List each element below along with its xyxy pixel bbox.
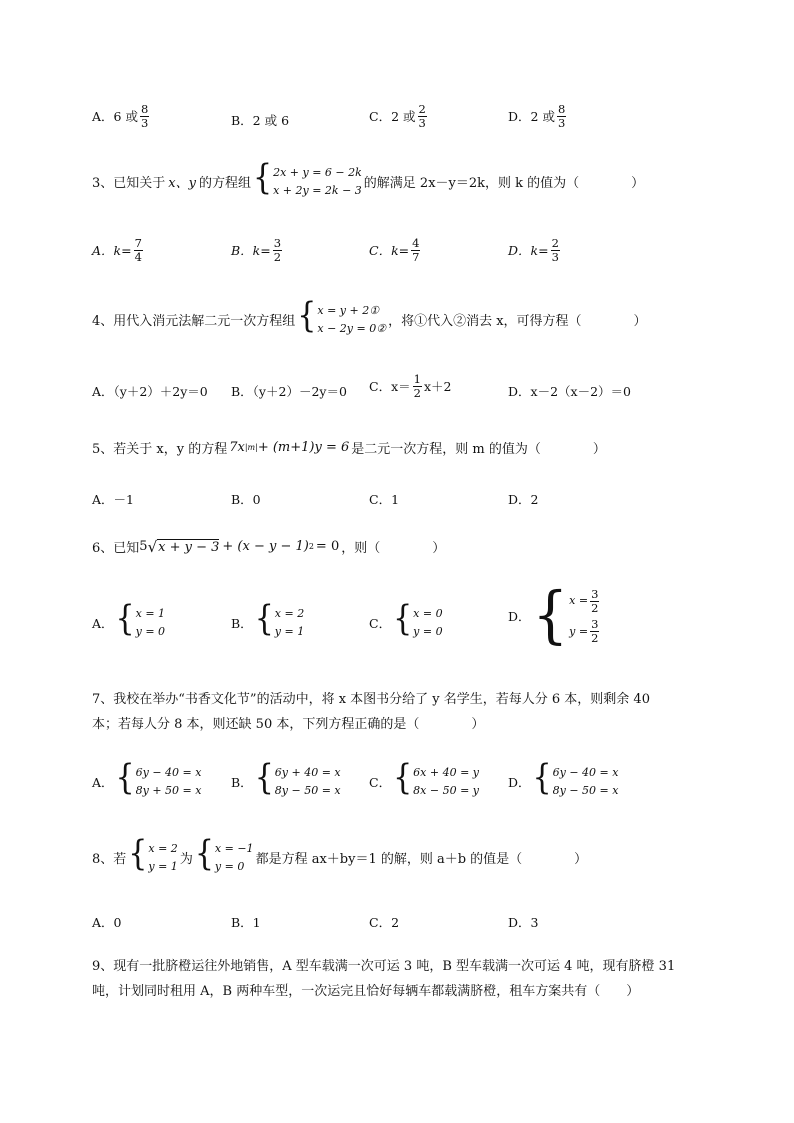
- equation-line: y = 0: [135, 624, 166, 638]
- question-text: 8、若: [92, 852, 127, 868]
- q5-option-a[interactable]: [92, 490, 134, 508]
- q6-option-b[interactable]: [231, 598, 306, 640]
- option-label: B．（y＋2）－2y＝0: [231, 384, 347, 399]
- q6-option-d[interactable]: [508, 579, 603, 652]
- question-4: [92, 295, 647, 337]
- q4-option-a[interactable]: [92, 382, 208, 400]
- brace-icon: {: [254, 598, 274, 640]
- option-label: A．k=: [92, 243, 132, 259]
- numerator: 3: [273, 236, 282, 250]
- equation-system: [297, 295, 387, 337]
- q7-option-d[interactable]: [508, 757, 620, 799]
- question-text: 5、若关于 x，y 的方程: [92, 442, 228, 457]
- q2-option-a[interactable]: [92, 103, 151, 129]
- option-label: D．: [508, 609, 531, 625]
- fraction: [551, 237, 560, 263]
- option-label: C．2 或: [369, 109, 416, 125]
- equation-line: 6y + 40 = x: [274, 766, 341, 779]
- equation-line: y = 1: [274, 624, 305, 638]
- equation-line: 6y − 40 = x: [135, 766, 202, 779]
- fraction: [418, 103, 427, 129]
- option-label: B．: [231, 774, 253, 790]
- equation: = 0: [315, 539, 340, 554]
- fraction: [411, 237, 420, 263]
- q6-option-a[interactable]: [92, 598, 167, 640]
- option-label: D．: [508, 774, 531, 790]
- option-label: B．1: [231, 915, 261, 930]
- option-label: A．（y＋2）＋2y＝0: [92, 384, 208, 399]
- q2-option-b[interactable]: [231, 111, 289, 129]
- q3-option-c[interactable]: [369, 237, 422, 263]
- q7-option-c[interactable]: [369, 757, 481, 799]
- equation-line: 8y + 50 = x: [135, 783, 202, 797]
- question-text: 4、用代入消元法解二元一次方程组: [92, 314, 296, 330]
- option-label: B．2 或 6: [231, 113, 290, 128]
- question-3: [92, 157, 645, 199]
- q2-option-c[interactable]: [369, 103, 429, 129]
- option-label: C．2: [369, 915, 400, 930]
- brace-icon: {: [393, 598, 413, 640]
- option-label: D．2: [508, 492, 539, 507]
- question-text: 的解满足 2x－y＝2k，则 k 的值为（ ）: [363, 176, 645, 192]
- q8-option-d[interactable]: [508, 913, 538, 931]
- option-label: B．k=: [231, 243, 271, 259]
- equation-line: 6x + 40 = y: [413, 766, 480, 779]
- equation-system: [115, 757, 202, 799]
- equation-line: x = 1: [135, 607, 166, 620]
- option-label: A．: [92, 615, 114, 631]
- numerator: 1: [413, 372, 421, 386]
- question-7-line-2: 本；若每人分 8 本，则还缺 50 本，下列方程正确的是（ ）: [92, 717, 485, 732]
- question-text: 为: [179, 852, 193, 868]
- q3-option-d[interactable]: [508, 237, 562, 263]
- q4-option-d[interactable]: [508, 382, 631, 400]
- option-label: D．2 或: [508, 109, 555, 125]
- fraction: [413, 373, 422, 399]
- question-7-line-1: 7、我校在举办“书香文化节”的活动中，将 x 本图书分给了 y 名学生，若每人分 6 本，则剩余 40: [92, 692, 650, 707]
- denominator: 3: [551, 249, 559, 264]
- question-text: ，将①代入②消去 x，可得方程（ ）: [388, 314, 647, 330]
- fraction: [140, 103, 149, 129]
- option-label: D．3: [508, 915, 539, 930]
- equation-system: [532, 757, 619, 799]
- q7-option-b[interactable]: [231, 757, 343, 799]
- brace-icon: {: [115, 598, 135, 640]
- option-label: B．0: [231, 492, 261, 507]
- brace-icon: {: [393, 757, 413, 799]
- q5-option-b[interactable]: [231, 490, 261, 508]
- option-label: C．: [369, 615, 392, 631]
- equation: + (m+1)y = 6: [257, 440, 350, 455]
- fraction: [134, 237, 143, 263]
- brace-icon: {: [297, 295, 317, 337]
- option-label: A．－1: [92, 492, 134, 507]
- brace-icon: {: [532, 757, 552, 799]
- denominator: 3: [140, 115, 149, 130]
- option-label: D．k=: [508, 243, 549, 259]
- denominator: 2: [273, 249, 282, 264]
- equation-text: x =: [569, 594, 589, 608]
- equation-line: 2x + y = 6 − 2k: [273, 166, 362, 179]
- exponent: 2: [308, 542, 314, 551]
- question-text: 3、已知关于: [92, 176, 166, 192]
- fraction: [273, 237, 282, 263]
- q5-option-d[interactable]: [508, 490, 538, 508]
- question-6: [92, 537, 445, 556]
- q8-option-c[interactable]: [369, 913, 399, 931]
- denominator: 3: [418, 115, 426, 130]
- brace-icon: {: [194, 833, 214, 875]
- numerator: 4: [412, 236, 420, 250]
- equation-line: x − 2y = 0②: [317, 321, 387, 335]
- equation-line: x + 2y = 2k − 3: [273, 183, 362, 197]
- equation-line: [569, 588, 601, 614]
- option-label: A．6 或: [92, 109, 138, 125]
- equation: 7x: [229, 440, 245, 455]
- equation-system: [128, 833, 178, 875]
- equation-line: y = 0: [413, 624, 443, 638]
- numerator: 3: [591, 587, 599, 601]
- denominator: 2: [591, 600, 599, 615]
- question-9-line-2: 吨，计划同时租用 A，B 两种车型，一次运完且恰好每辆车都载满脐橙，租车方案共有（ ）: [92, 984, 640, 999]
- equation-line: 6y − 40 = x: [552, 766, 619, 779]
- q4-option-c[interactable]: [369, 373, 451, 399]
- equation-system: [194, 833, 254, 875]
- denominator: 2: [591, 630, 599, 645]
- brace-icon: {: [532, 579, 569, 652]
- question-text: ，则（ ）: [341, 541, 446, 556]
- q8-option-b[interactable]: [231, 913, 261, 931]
- question-vars: x、y: [168, 176, 196, 192]
- equation-line: 8y − 50 = x: [274, 783, 341, 797]
- option-label: x＋2: [423, 379, 452, 395]
- numerator: 8: [557, 102, 566, 116]
- denominator: 3: [557, 115, 566, 130]
- equation-system: [254, 598, 305, 640]
- equation-line: x = 0: [413, 607, 443, 620]
- option-label: B．: [231, 615, 253, 631]
- equation-line: y = 0: [214, 859, 245, 873]
- equation-system: [393, 598, 443, 640]
- equation-system: [254, 757, 341, 799]
- option-label: C．k=: [369, 243, 410, 259]
- equation-line: [569, 618, 601, 644]
- equation-line: x = −1: [214, 842, 254, 855]
- q6-option-c[interactable]: [369, 598, 445, 640]
- q4-option-b[interactable]: [231, 382, 347, 400]
- numerator: 8: [140, 102, 149, 116]
- q3-option-b[interactable]: [231, 237, 284, 263]
- numerator: 2: [418, 102, 426, 116]
- equation-text: y =: [569, 624, 589, 638]
- equation-line: 8x − 50 = y: [413, 783, 480, 797]
- option-label: C．1: [369, 492, 400, 507]
- equation-system: [393, 757, 480, 799]
- q3-option-a[interactable]: [92, 237, 145, 263]
- equation-line: x = 2: [148, 842, 178, 855]
- numerator: 3: [591, 617, 599, 632]
- q5-option-c[interactable]: [369, 490, 399, 508]
- question-text: 是二元一次方程，则 m 的值为（ ）: [351, 442, 606, 457]
- brace-icon: {: [254, 757, 274, 799]
- exponent: |m|: [244, 443, 258, 452]
- brace-icon: {: [128, 833, 148, 875]
- coefficient: 5: [139, 539, 148, 554]
- question-text: 都是方程 ax＋by＝1 的解，则 a＋b 的值是（ ）: [255, 852, 588, 868]
- option-label: C．x＝: [369, 379, 411, 395]
- equation-line: x = y + 2①: [317, 304, 380, 317]
- option-label: A．0: [92, 915, 122, 930]
- question-text: 的方程组: [198, 176, 251, 192]
- radicand: x + y − 3: [158, 539, 220, 555]
- equation-system: [115, 598, 166, 640]
- fraction: [590, 588, 599, 614]
- fraction: [557, 103, 566, 129]
- q2-option-d[interactable]: [508, 103, 568, 129]
- equation-line: 8y − 50 = x: [552, 783, 619, 797]
- equation: + (x − y − 1): [222, 539, 309, 554]
- brace-icon: {: [115, 757, 135, 799]
- option-label: C．: [369, 774, 392, 790]
- q8-option-a[interactable]: [92, 913, 121, 931]
- q7-option-a[interactable]: [92, 757, 203, 799]
- equation-line: y = 1: [148, 859, 178, 873]
- option-label: A．: [92, 774, 114, 790]
- denominator: 7: [412, 249, 420, 264]
- denominator: 2: [413, 385, 421, 400]
- question-text: 6、已知: [92, 541, 140, 556]
- fraction: [590, 618, 599, 644]
- question-5: [92, 438, 606, 457]
- question-8: [92, 833, 588, 875]
- equation-line: x = 2: [274, 607, 305, 620]
- option-label: D．x－2（x－2）＝0: [508, 384, 631, 399]
- question-9-line-1: 9、现有一批脐橙运往外地销售，A 型车载满一次可运 3 吨，B 型车载满一次可运 4 吨，现有脐橙 31: [92, 959, 676, 974]
- sqrt-icon: √: [147, 537, 158, 556]
- equation-system: [252, 157, 362, 199]
- equation-system: [532, 579, 602, 652]
- numerator: 7: [134, 236, 142, 250]
- denominator: 4: [134, 249, 142, 264]
- brace-icon: {: [252, 157, 273, 199]
- numerator: 2: [551, 236, 559, 250]
